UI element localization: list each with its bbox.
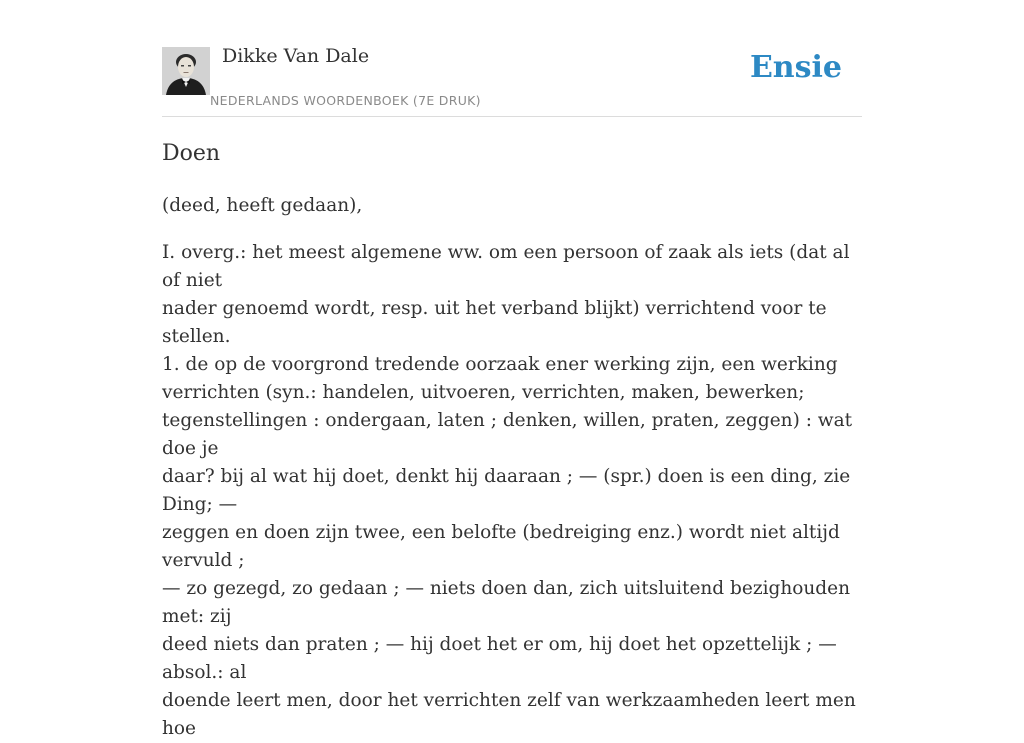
definition-line: deed niets dan praten ; — hij doet het er om, hij doet het opzettelijk ; — absol.: al xyxy=(162,634,837,683)
entry-definition xyxy=(162,239,862,743)
header xyxy=(162,0,862,117)
definition-line: zeggen en doen zijn twee, een belofte (bedreiging enz.) wordt niet altijd vervuld ; xyxy=(162,522,840,571)
entry-title: Doen xyxy=(162,141,221,166)
brand-logo[interactable]: Ensie xyxy=(749,50,842,85)
dictionary-source[interactable]: NEDERLANDS WOORDENBOEK (7E DRUK) xyxy=(210,93,481,108)
definition-line: tegenstellingen : ondergaan, laten ; denken, willen, praten, zeggen) : wat doe je xyxy=(162,410,853,459)
definition-line: I. overg.: het meest algemene ww. om een persoon of zaak als iets (dat al of niet xyxy=(162,242,850,291)
portrait-avatar-icon xyxy=(162,47,210,95)
definition-line: doende leert men, door het verrichten zelf van werkzaamheden leert men hoe xyxy=(162,690,856,739)
entry-content xyxy=(162,138,862,743)
author-name[interactable]: Dikke Van Dale xyxy=(222,45,370,67)
definition-line: verrichten (syn.: handelen, uitvoeren, verrichten, maken, bewerken; xyxy=(162,382,805,403)
definition-line: — zo gezegd, zo gedaan ; — niets doen dan, zich uitsluitend bezighouden met: zij xyxy=(162,578,851,627)
definition-line: daar? bij al wat hij doet, denkt hij daaraan ; — (spr.) doen is een ding, zie Ding; — xyxy=(162,466,851,515)
definition-line: nader genoemd wordt, resp. uit het verband blijkt) verrichtend voor te stellen. xyxy=(162,298,827,347)
avatar[interactable] xyxy=(162,47,210,95)
entry-forms: (deed, heeft gedaan), xyxy=(162,195,363,216)
definition-line: 1. de op de voorgrond tredende oorzaak ener werking zijn, een werking xyxy=(162,354,838,375)
